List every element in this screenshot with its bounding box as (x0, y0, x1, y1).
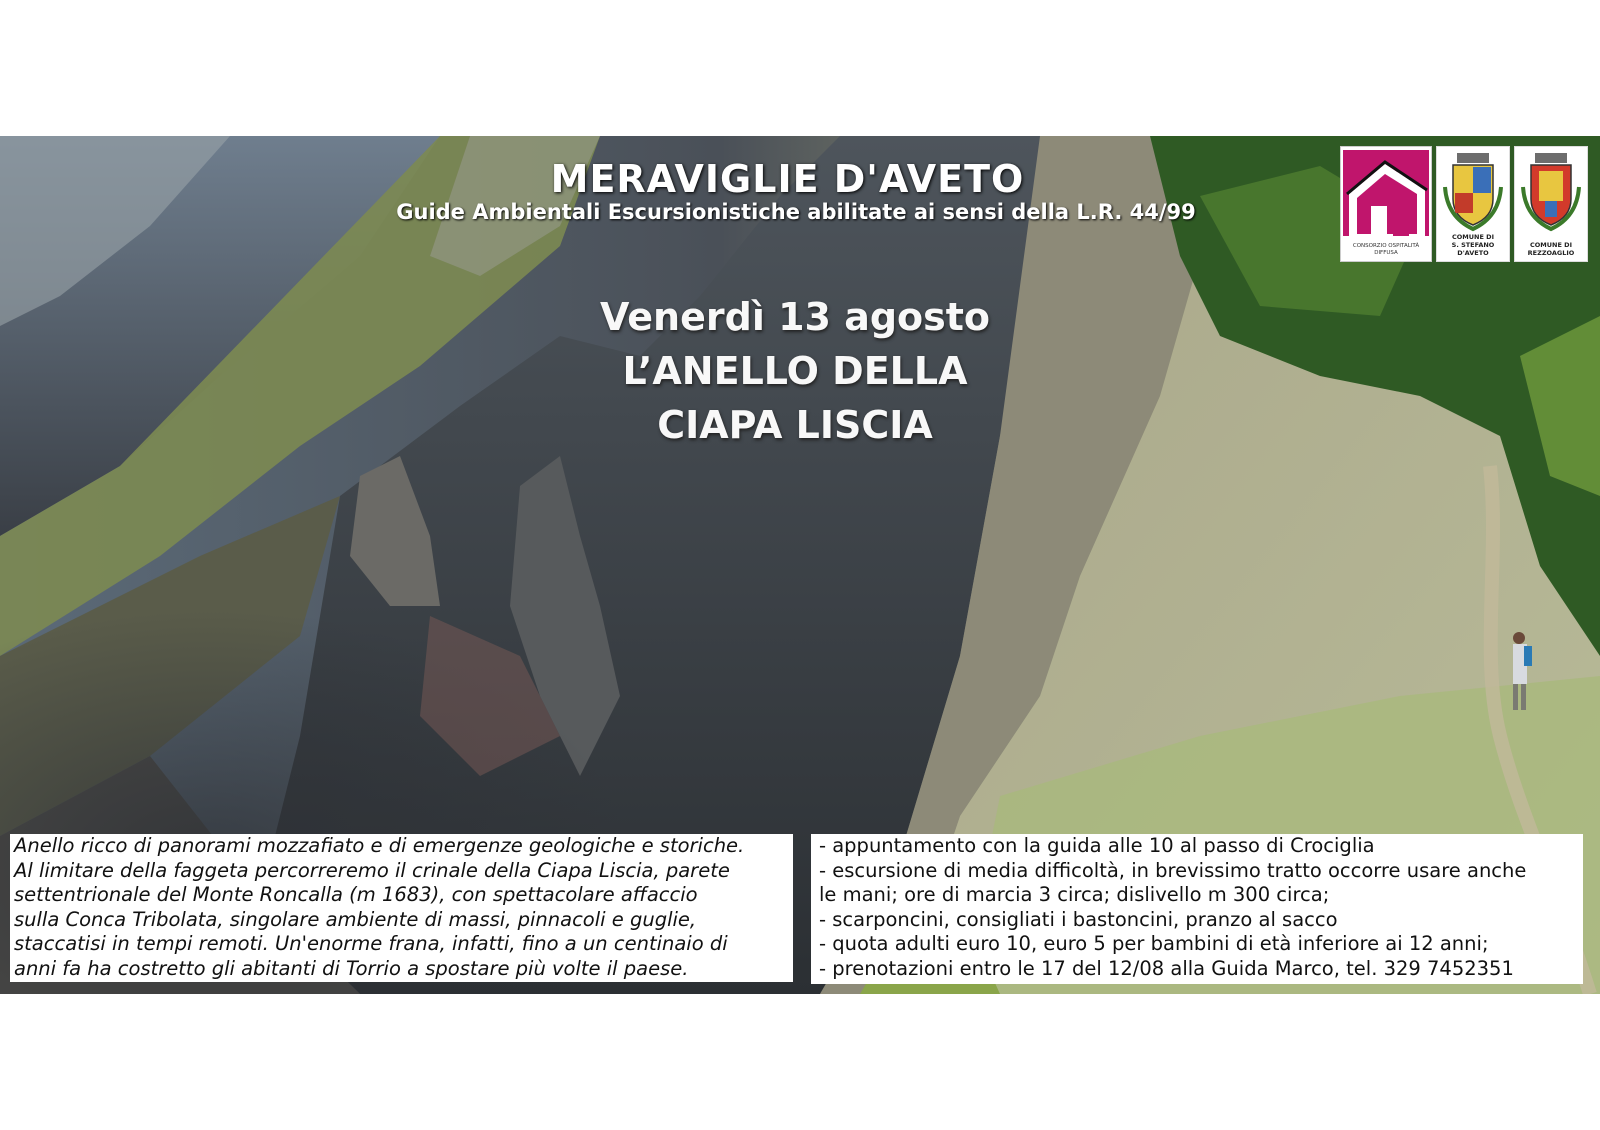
description-box (10, 834, 793, 982)
event-date: Venerdì 13 agosto (599, 295, 991, 339)
organization-subtitle: Guide Ambientali Escursionistiche abilitate ai sensi della L.R. 44/99 (396, 200, 1196, 224)
description-line: Al limitare della faggeta percorreremo il crinale della Ciapa Liscia, parete (14, 858, 730, 882)
organization-title: MERAVIGLIE D'AVETO (550, 157, 1025, 201)
comune-santo-stefano-logo (1436, 146, 1510, 262)
details-line: le mani; ore di marcia 3 circa; dislivello m 300 circa; (819, 883, 1330, 906)
comune-rezzoaglio-caption: COMUNE DI REZZOAGLIO (1527, 241, 1575, 257)
details-line: - escursione di media difficoltà, in brevissimo tratto occorre usare anche (819, 858, 1527, 882)
description-line: sulla Conca Tribolata, singolare ambiente di massi, pinnacoli e guglie, (14, 907, 697, 931)
details-line: - appuntamento con la guida alle 10 al passo di Crociglia (819, 834, 1375, 857)
description-line: Anello ricco di panorami mozzafiato e di emergenze geologiche e storiche. (14, 834, 745, 857)
description-line: staccatisi in tempi remoti. Un'enorme frana, infatti, fino a un centinaio di (14, 932, 728, 955)
event-name-line1: L’ANELLO DELLA (622, 349, 968, 393)
description-line: anni fa ha costretto gli abitanti di Torrio a spostare più volte il paese. (14, 956, 689, 980)
details-line: - scarponcini, consigliati i bastoncini, pranzo al sacco (819, 907, 1338, 931)
event-name-line2: CIAPA LISCIA (657, 403, 933, 447)
comune-santo-stefano-caption: COMUNE DI S. STEFANO D'AVETO (1451, 233, 1495, 257)
coat-of-arms-icon (1437, 147, 1509, 233)
sponsor-logos (1340, 146, 1588, 262)
description-line: settentrionale del Monte Roncalla (m 1683), con spettacolare affaccio (14, 883, 698, 906)
details-box (811, 834, 1583, 984)
event-heading (0, 290, 1600, 452)
consorzio-logo (1340, 146, 1432, 262)
consorzio-caption: CONSORZIO OSPITALITÀ DIFFUSA (1352, 243, 1420, 256)
details-line: - prenotazioni entro le 17 del 12/08 alla Guida Marco, tel. 329 7452351 (819, 956, 1514, 980)
house-icon (1343, 150, 1429, 236)
details-line: - quota adulti euro 10, euro 5 per bambini di età inferiore ai 12 anni; (819, 932, 1489, 955)
coat-of-arms-icon (1515, 147, 1587, 233)
comune-rezzoaglio-logo (1514, 146, 1588, 262)
